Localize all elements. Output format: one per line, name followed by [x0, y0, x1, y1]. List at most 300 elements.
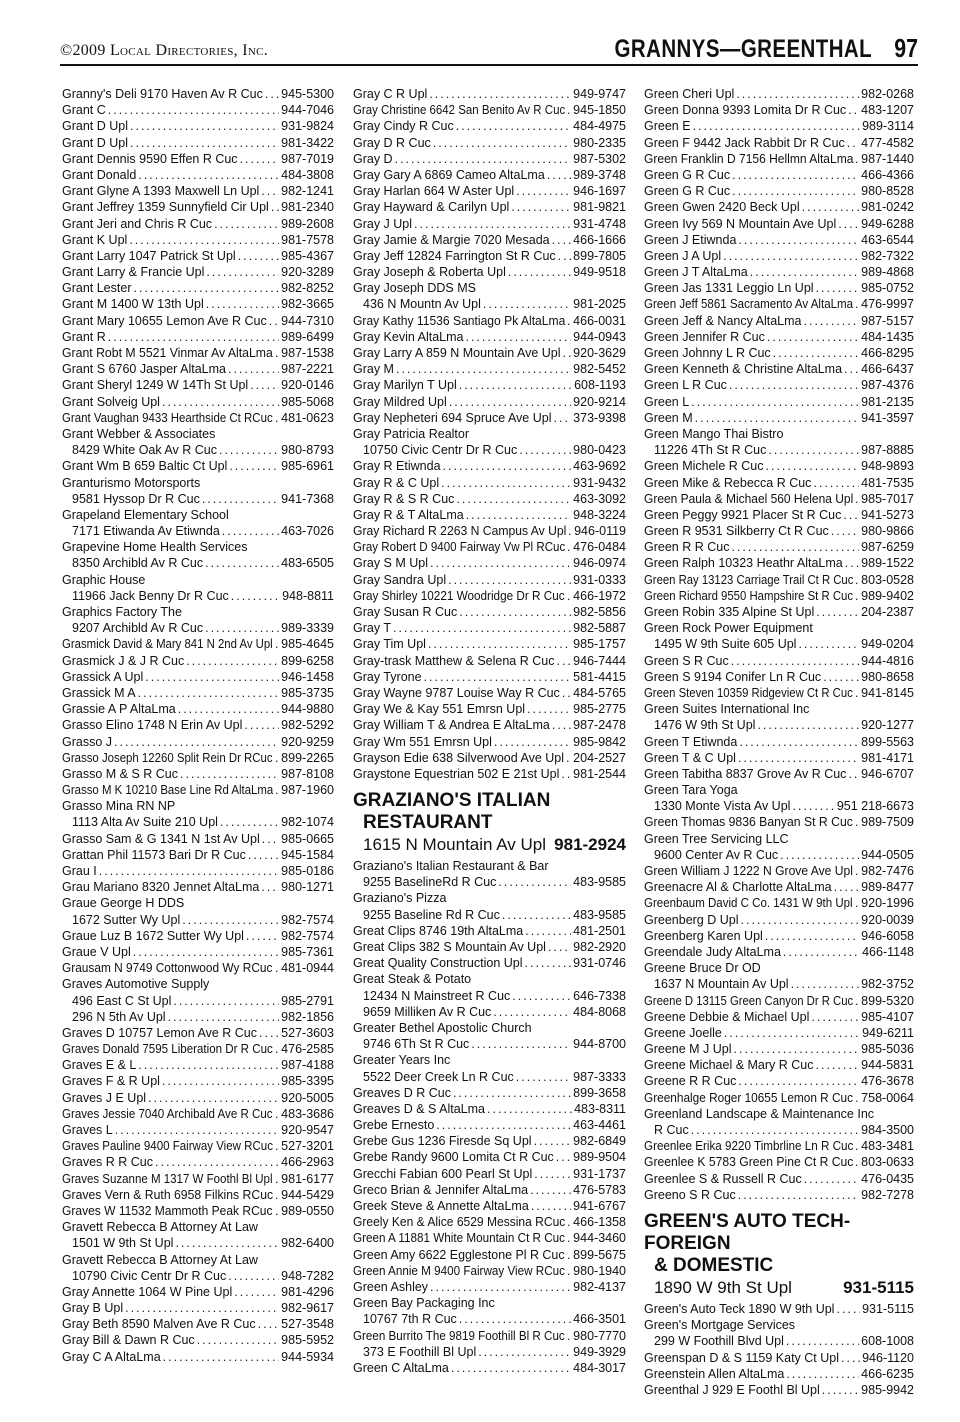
listing-row — [62, 296, 334, 312]
listing-row — [644, 491, 914, 507]
listing-name: Greene Joelle — [644, 1025, 722, 1040]
listing-sub-row — [353, 1069, 626, 1085]
listing-row — [353, 410, 626, 426]
listing-phone: 527-3548 — [281, 1317, 334, 1332]
dot-leader — [567, 1247, 571, 1263]
dot-leader — [750, 264, 859, 280]
listing-name: Graves R R Cuc — [62, 1155, 153, 1170]
listing-name: 8350 Archibld Av R Cuc — [72, 556, 204, 571]
listing-phone: 989-2608 — [281, 216, 334, 231]
listing-name: Gray R Etiwnda — [353, 459, 441, 474]
listing-phone: 484-3808 — [281, 167, 334, 182]
listing-sub-row — [62, 588, 334, 604]
listing-row — [62, 361, 334, 377]
listing-name: Gray R & T AltaLma — [353, 507, 464, 522]
listing-name: Green J A Upl — [644, 248, 722, 263]
listing-name: Great Clips 8746 19th AltaLma — [353, 923, 524, 938]
listing-name: 10790 Civic Centr Dr R Cuc — [72, 1268, 227, 1283]
listing-name: Grasso Joseph 12260 Split Rein Dr RCuc — [62, 750, 273, 765]
listing-phone: 483-6505 — [281, 556, 334, 571]
listing-name: Green A 11881 White Mountain Ct R Cuc — [353, 1231, 566, 1246]
listing-phone: 944-4816 — [861, 653, 914, 668]
listing-phone: 463-9692 — [573, 459, 626, 474]
listing-name: Greaves D & S AltaLma — [353, 1101, 486, 1116]
listing-sub-row — [644, 442, 914, 458]
listing-name: Green Gwen 2420 Beck Upl — [644, 200, 800, 215]
dot-leader — [414, 216, 571, 232]
listing-name: Graves J E Upl — [62, 1090, 147, 1105]
listing-phone: 982-5292 — [281, 718, 334, 733]
listing-row — [353, 890, 626, 906]
listing-name: Grant Vaughan 9433 Hearthside Ct RCuc — [62, 410, 273, 425]
dot-leader — [138, 685, 280, 701]
dot-leader — [562, 685, 571, 701]
listing-name: 1637 N Mountain Av Upl — [654, 977, 789, 992]
listing-name: Gray Christine 6642 San Benito Av R Cuc — [353, 103, 566, 118]
listing-name: Grau Mariano 8320 Jennet AltaLma — [62, 880, 260, 895]
dot-leader — [822, 1382, 859, 1398]
listing-name: Greater Bethel Apostolic Church — [353, 1020, 532, 1035]
listing-name: Gray Marilyn T Upl — [353, 378, 457, 393]
listing-name: Grant M 1400 W 13th Upl — [62, 297, 204, 312]
listing-name: 373 E Foothill Bl Upl — [363, 1344, 477, 1359]
listing-row — [62, 1203, 334, 1219]
listing-name: Grant Donald — [62, 167, 137, 182]
listing-phone: 989-4868 — [861, 265, 914, 280]
listing-phone: 985-6961 — [281, 459, 334, 474]
dot-leader — [186, 653, 279, 669]
page-number: 97 — [894, 33, 918, 63]
listing-phone: 944-5934 — [281, 1349, 334, 1364]
dot-leader — [508, 264, 571, 280]
listing-name: Grant Larry 1047 Patrick St Upl — [62, 248, 236, 263]
dot-leader — [567, 102, 571, 118]
dot-leader — [222, 523, 279, 539]
listing-name: Grattan Phil 11573 Bari Dr R Cuc — [62, 847, 246, 862]
listing-sub-row — [644, 798, 914, 814]
dot-leader — [848, 102, 859, 118]
listing-row — [62, 1332, 334, 1348]
listing-row — [353, 1133, 626, 1149]
listing-phone: 527-3201 — [281, 1139, 334, 1154]
listing-row — [644, 831, 914, 847]
dot-leader — [848, 766, 859, 782]
dot-leader — [838, 216, 859, 232]
dot-leader — [547, 167, 571, 183]
dot-leader — [798, 636, 859, 652]
listing-row — [353, 555, 626, 571]
listing-row — [644, 1350, 914, 1366]
dot-leader — [108, 102, 279, 118]
listing-row — [62, 669, 334, 685]
listing-row — [644, 1187, 914, 1203]
dot-leader — [424, 669, 572, 685]
listing-row — [62, 1122, 334, 1138]
listing-sub-row — [62, 442, 334, 458]
listing-name: Green Ivy 569 N Mountain Ave Upl — [644, 216, 837, 231]
dot-leader — [275, 1106, 279, 1122]
listing-name: Gray M — [353, 362, 394, 377]
listing-phone: 946-1697 — [573, 184, 626, 199]
listing-phone: 484-1435 — [861, 329, 914, 344]
listing-row — [353, 523, 626, 539]
listing-phone: 466-3501 — [573, 1312, 626, 1327]
listing-name: Gray Tyrone — [353, 669, 422, 684]
listing-phone: 982-4137 — [573, 1279, 626, 1294]
listing-name: Green Jeff 5861 Sacramento Av AltaLma — [644, 297, 854, 312]
listing-name: Gray-trask Matthew & Selena R Cuc — [353, 653, 555, 668]
listing-row — [353, 1020, 626, 1036]
listing-row — [62, 1073, 334, 1089]
listing-row — [644, 151, 914, 167]
listing-row — [353, 248, 626, 264]
dot-leader — [148, 1090, 279, 1106]
listing-phone: 987-7019 — [281, 151, 334, 166]
listing-name: Gray Joseph & Roberta Upl — [353, 265, 506, 280]
listing-row — [644, 539, 914, 555]
listing-sub-row — [353, 874, 626, 890]
listing-phone: 466-0031 — [573, 313, 626, 328]
listing-row — [353, 701, 626, 717]
listing-row — [62, 863, 334, 879]
listing-phone: 944-5831 — [861, 1058, 914, 1073]
listing-name: Grant Mary 10655 Lemon Ave R Cuc — [62, 313, 267, 328]
listing-name: Great Steak & Potato — [353, 972, 472, 987]
dot-leader — [430, 555, 571, 571]
listing-name: 11226 4Th St R Cuc — [654, 443, 767, 458]
listing-phone: 466-1358 — [573, 1215, 626, 1230]
display-ad-contact — [644, 1277, 914, 1299]
listing-row — [62, 701, 334, 717]
listing-name: Greeno S R Cuc — [644, 1187, 736, 1202]
dot-leader — [855, 151, 859, 167]
listing-row — [62, 1106, 334, 1122]
listing-phone: 987-1538 — [281, 346, 334, 360]
dot-leader — [205, 555, 279, 571]
dot-leader — [855, 814, 859, 830]
listing-phone: 944-5429 — [281, 1187, 334, 1202]
listing-row — [353, 1149, 626, 1165]
listing-name: Gray D R Cuc — [353, 135, 431, 150]
listing-phone: 981-2135 — [861, 394, 914, 409]
listing-row — [62, 1057, 334, 1073]
dot-leader — [723, 248, 859, 264]
listing-row — [644, 895, 914, 911]
dot-leader — [567, 539, 571, 555]
listing-row — [353, 1360, 626, 1376]
dot-leader — [568, 523, 572, 539]
listing-row — [353, 216, 626, 232]
dot-leader — [691, 1122, 859, 1138]
listing-name: Gray B Upl — [62, 1301, 124, 1316]
dot-leader — [780, 847, 859, 863]
dot-leader — [275, 410, 279, 426]
listing-phone: 484-4975 — [573, 119, 626, 134]
listing-sub-row — [644, 1333, 914, 1349]
listing-sub-row — [62, 1268, 334, 1284]
dot-leader — [766, 458, 860, 474]
display-ad-title: GREEN'S AUTO TECH-FOREIGN — [644, 1210, 851, 1254]
listing-name: Greco Brian & Jennifer AltaLma — [353, 1182, 529, 1197]
listing-name: Graystone Equestrian 502 E 21st Upl — [353, 766, 560, 781]
listing-phone: 481-0944 — [281, 961, 334, 976]
listing-name: Grasmick J & J R Cuc — [62, 653, 185, 668]
listing-row — [353, 151, 626, 167]
listing-name: Graue V Upl — [62, 944, 131, 959]
listing-name: Gray Shirley 10221 Woodridge Dr R Cuc — [353, 588, 565, 603]
listing-phone: 987-4188 — [281, 1058, 334, 1073]
listing-name: Grant D Upl — [62, 135, 128, 150]
listing-phone: 463-6544 — [861, 232, 914, 247]
page-header — [60, 26, 918, 64]
dot-leader — [456, 491, 571, 507]
listing-sub-row — [353, 988, 626, 1004]
listing-sub-row — [62, 1009, 334, 1025]
dot-leader — [525, 955, 572, 971]
listing-row — [644, 993, 914, 1009]
listing-row — [62, 1138, 334, 1154]
listing-row — [353, 1230, 626, 1246]
listing-phone: 945-1850 — [573, 103, 626, 118]
dot-leader — [219, 442, 279, 458]
dot-leader — [816, 280, 860, 296]
dot-leader — [786, 1333, 859, 1349]
listing-name: Green Steven 10359 Ridgeview Ct R Cuc — [644, 685, 853, 700]
listing-name: Gray Jamie & Margie 7020 Mesada — [353, 232, 550, 247]
dot-leader — [836, 1301, 860, 1317]
listing-row — [353, 86, 626, 102]
listing-phone: 481-7535 — [861, 475, 914, 490]
listing-phone: 982-5452 — [573, 362, 626, 377]
listing-name: Green Ashley — [353, 1279, 429, 1294]
dot-leader — [548, 939, 571, 955]
listing-name: Green Thomas 9836 Banyan St R Cuc — [644, 815, 853, 830]
listing-name: Greely Ken & Alice 6529 Messina RCuc — [353, 1215, 566, 1230]
listing-row — [62, 604, 334, 620]
listing-phone: 980-0423 — [573, 443, 626, 458]
listing-name: Grant C — [62, 103, 106, 118]
listing-name: Greater Years Inc — [353, 1053, 451, 1068]
listing-phone: 982-3665 — [281, 297, 334, 312]
dot-leader — [567, 313, 571, 329]
display-ad-title-line-2: RESTAURANT — [363, 812, 493, 834]
listing-phone: 466-6437 — [861, 362, 914, 377]
listing-phone: 484-8068 — [573, 1004, 626, 1019]
dot-leader — [178, 701, 279, 717]
listing-row — [353, 167, 626, 183]
listing-phone: 920-1277 — [861, 718, 914, 733]
listing-row — [62, 345, 334, 361]
dot-leader — [487, 1101, 572, 1117]
listing-row — [644, 960, 914, 976]
listing-phone: 477-4582 — [861, 135, 914, 150]
listing-name: 1330 Monte Vista Av Upl — [654, 799, 791, 814]
listing-row — [644, 572, 914, 588]
listing-name: Green Tabitha 8837 Grove Av R Cuc — [644, 766, 847, 781]
listing-phone: 985-7361 — [281, 944, 334, 959]
listing-row — [644, 669, 914, 685]
listing-row — [62, 135, 334, 151]
listing-name: Gray Tim Upl — [353, 637, 426, 652]
dot-leader — [558, 248, 572, 264]
listing-row — [644, 1154, 914, 1170]
dot-leader — [693, 118, 861, 134]
listing-phone: 985-4645 — [281, 637, 334, 652]
dot-leader — [258, 1316, 280, 1332]
listing-name: Gray Hayward & Carilyn Upl — [353, 200, 510, 215]
listing-phone: 981-2340 — [281, 200, 334, 215]
listing-phone: 982-7278 — [861, 1187, 914, 1202]
listing-name: Greenlee Erika 9220 Timbrline Ln R Cuc — [644, 1139, 854, 1154]
dot-leader — [567, 588, 571, 604]
dot-leader — [483, 296, 571, 312]
listing-phone: 941-8145 — [861, 685, 914, 700]
dot-leader — [855, 685, 859, 701]
listing-name: Grant Solveig Upl — [62, 394, 160, 409]
listing-phone: 981-2544 — [573, 766, 626, 781]
listing-phone: 982-7574 — [281, 912, 334, 927]
dot-leader — [459, 604, 571, 620]
listing-phone: 987-6259 — [861, 540, 914, 555]
dot-leader — [493, 1004, 571, 1020]
listing-row — [353, 588, 626, 604]
dot-leader — [428, 636, 571, 652]
listing-row — [62, 394, 334, 410]
listing-phone: 931-5115 — [862, 1301, 914, 1316]
listing-row — [62, 248, 334, 264]
listing-name: Great Clips 382 S Mountain Av Upl — [353, 940, 546, 954]
listing-phone: 466-8295 — [861, 346, 914, 360]
listing-name: Green Amy 6622 Egglestone Pl R Cuc — [353, 1247, 565, 1262]
dot-leader — [99, 863, 279, 879]
listing-column-2 — [353, 86, 626, 1376]
listing-phone: 483-8311 — [574, 1101, 626, 1116]
dot-leader — [228, 361, 279, 377]
dot-leader — [804, 1171, 859, 1187]
listing-sub-row — [62, 523, 334, 539]
listing-name: Gray Joseph DDS MS — [353, 281, 476, 296]
dot-leader — [738, 232, 859, 248]
listing-row — [353, 1279, 626, 1295]
listing-phone: 985-5036 — [861, 1042, 914, 1057]
listing-phone: 899-6258 — [281, 653, 334, 668]
listing-name: Green G R Cuc — [644, 167, 731, 182]
listing-name: Grant Jeffrey 1359 Sunnyfield Cir Upl — [62, 200, 269, 215]
dot-leader — [554, 410, 572, 426]
listing-row — [62, 831, 334, 847]
listing-phone: 483-9585 — [573, 875, 626, 890]
dot-leader — [275, 1187, 279, 1203]
listing-sub-row — [644, 1122, 914, 1138]
listing-phone: 982-9617 — [281, 1301, 334, 1316]
listing-phone: 949-9518 — [573, 265, 626, 280]
listing-name: 10750 Civic Centr Dr R Cuc — [363, 443, 518, 458]
listing-row — [644, 458, 914, 474]
listing-name: Green T & C Upl — [644, 750, 736, 765]
listing-phone: 987-2221 — [281, 362, 334, 377]
listing-name: 9659 Milliken Av R Cuc — [363, 1004, 492, 1019]
listing-phone: 899-5563 — [861, 734, 914, 749]
dot-leader — [855, 491, 859, 507]
listing-phone: 941-5273 — [861, 507, 914, 522]
dot-leader — [248, 847, 279, 863]
listing-row — [644, 912, 914, 928]
listing-phone: 946-6707 — [861, 766, 914, 781]
listing-phone: 980-7770 — [573, 1328, 626, 1343]
listing-name: Green Bay Packaging Inc — [353, 1296, 495, 1311]
dot-leader — [396, 361, 571, 377]
listing-name: Green J T AltaLma — [644, 265, 748, 280]
dot-leader — [395, 151, 572, 167]
listing-row — [62, 1252, 334, 1268]
listing-phone: 989-3114 — [862, 119, 914, 134]
listing-name: Green C AltaLma — [353, 1360, 449, 1375]
listing-row — [353, 232, 626, 248]
listing-name: Grasso Sam & G 1341 N 1st Av Upl — [62, 831, 260, 846]
dot-leader — [459, 1311, 571, 1327]
dot-leader — [556, 653, 571, 669]
listing-phone: 980-8658 — [861, 669, 914, 684]
listing-phone: 476-9997 — [861, 297, 914, 312]
listing-name: 436 N Mountn Av Upl — [363, 297, 481, 312]
dot-leader — [220, 814, 279, 830]
listing-phone: 948-7282 — [281, 1268, 334, 1283]
listing-phone: 989-8477 — [861, 880, 914, 895]
dot-leader — [145, 669, 279, 685]
listing-phone: 982-2920 — [573, 940, 626, 954]
listing-name: Green's Auto Teck 1890 W 9th Upl — [644, 1301, 835, 1316]
listing-name: Gray Patricia Realtor — [353, 426, 470, 441]
listing-name: Grausam N 9749 Cottonwood Wy RCuc — [62, 961, 273, 976]
listing-row — [353, 939, 626, 955]
dot-leader — [530, 1182, 571, 1198]
listing-sub-row — [644, 636, 914, 652]
listing-phone: 899-3658 — [573, 1085, 626, 1100]
listing-name: Green F 9442 Jack Rabbit Dr R Cuc — [644, 135, 845, 150]
listing-name: Gray Kathy 11536 Santiago Pk AltaLma — [353, 313, 566, 328]
dot-leader — [265, 86, 279, 102]
listing-phone: 466-1148 — [862, 944, 914, 959]
listing-row — [353, 345, 626, 361]
listing-phone: 949-6288 — [861, 216, 914, 231]
listing-row — [353, 1166, 626, 1182]
listing-name: Graves Jessie 7040 Archibald Ave R Cuc — [62, 1106, 273, 1121]
listing-phone: 981-7578 — [281, 232, 334, 247]
listing-name: Greenberg D Upl — [644, 912, 739, 927]
listing-phone: 476-0435 — [861, 1171, 914, 1186]
listing-phone: 982-1241 — [281, 184, 334, 199]
listing-name: Grant Webber & Associates — [62, 426, 216, 441]
listing-row — [62, 475, 334, 491]
listing-row — [644, 183, 914, 199]
listing-name: Green M — [644, 410, 693, 425]
listing-name: Greene Debbie & Michael Upl — [644, 1009, 810, 1024]
listing-row — [62, 118, 334, 134]
listing-row — [62, 151, 334, 167]
listing-name: Grasso M & S R Cuc — [62, 766, 178, 781]
listing-name: Gray R & S R Cuc — [353, 491, 455, 506]
listing-name: Graziano's Pizza — [353, 891, 447, 906]
dot-leader — [271, 199, 279, 215]
listing-sub-row — [62, 620, 334, 636]
listing-name: Graue George H DDS — [62, 896, 185, 911]
listing-phone: 920-9547 — [281, 1123, 334, 1137]
listing-phone: 373-9398 — [573, 410, 626, 425]
dot-leader — [261, 183, 279, 199]
listing-phone: 982-5887 — [573, 621, 626, 636]
listing-phone: 944-3460 — [573, 1231, 626, 1246]
listing-name: Green Donna 9393 Lomita Dr R Cuc — [644, 103, 847, 118]
